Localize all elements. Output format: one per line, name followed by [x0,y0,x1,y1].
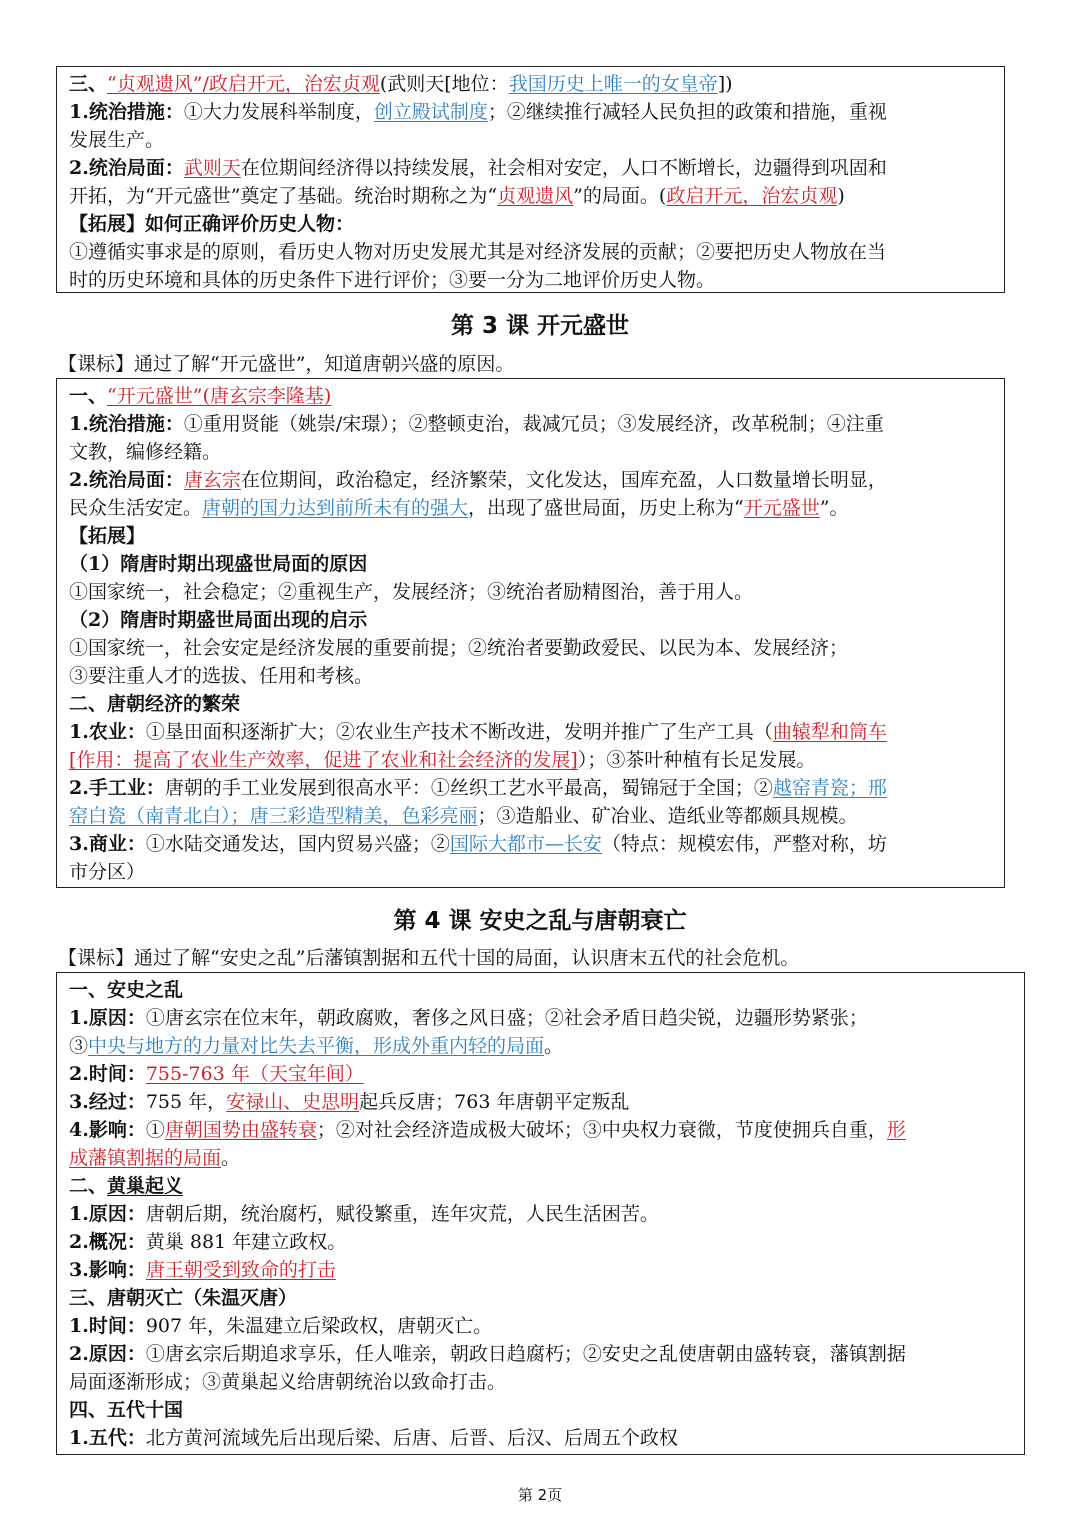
text-line [69,494,992,522]
highlight: 政启开元，治宏贞观 [666,185,838,207]
text: ；②继续推行减轻人民负担的政策和措施，重视 [487,101,887,123]
text-line [69,182,992,210]
text: ”的局面。( [573,185,667,207]
text-line [69,1116,1012,1144]
text: 起兵反唐；763 年唐朝平定叛乱 [359,1091,630,1113]
heading-keyword: “开元盛世”(唐玄宗李隆基) [107,385,332,407]
text-line [69,830,992,858]
highlight: 武则天 [183,157,241,179]
text: ①唐玄宗在位末年，朝政腐败，奢侈之风日盛；②社会矛盾日趋尖锐，边疆形势紧张； [145,1007,868,1029]
text-line [69,1424,1012,1452]
text: 907 年，朱温建立后梁政权，唐朝灭亡。 [145,1315,493,1337]
text-line: 市分区） [69,861,146,883]
heading-keyword: 黄巢起义 [107,1175,184,1197]
text: 在位期间，政治稳定，经济繁荣，文化发达，国库充盈，人口数量增长明显， [240,469,887,491]
section-box-kaiyuan [56,378,1005,888]
subheading: （1）隋唐时期出现盛世局面的原因 [69,553,368,575]
text-line [69,1004,1012,1032]
text-line [69,1256,1012,1284]
text-line [69,718,992,746]
text: ①唐玄宗后期追求享乐，任人唯亲，朝政日趋腐朽；②安史之乱使唐朝由盛转衰，藩镇割据 [145,1343,906,1365]
text: ③ [69,1035,89,1057]
text: ①重用贤能（姚崇/宋璟）；②整顿吏治，裁减冗员；③发展经济，改革税制；④注重 [183,413,884,435]
text-line: 局面逐渐形成；③黄巢起义给唐朝统治以致命打击。 [69,1371,507,1393]
heading-keyword: “贞观遗风”/政启开元，治宏贞观 [107,73,380,95]
text: ①大力发展科举制度， [183,101,374,123]
text: ”。 [819,497,849,519]
text-line [69,802,992,830]
text-line: 文教，编修经籍。 [69,441,222,463]
highlight: 755-763 年（天宝年间） [145,1063,364,1085]
extension-heading: 【拓展】如何正确评价历史人物： [69,213,355,235]
highlight: 唐朝国势由盛转衰 [164,1119,317,1141]
text: 。 [221,1147,241,1169]
heading-status: 我国历史上唯一的女皇帝 [508,73,718,95]
highlight: 创立殿试制度 [373,101,488,123]
text: 在位期间经济得以持续发展，社会相对安定，人口不断增长，边疆得到巩固和 [240,157,887,179]
highlight: 形 [886,1119,906,1141]
text: 唐朝后期，统治腐朽，赋役繁重，连年灾荒，人民生活困苦。 [145,1203,659,1225]
label: 3.影响： [69,1259,146,1281]
highlight: 开元盛世 [743,497,820,519]
highlight: 唐朝的国力达到前所未有的强大 [202,497,469,519]
text-line: 时的历史环境和具体的历史条件下进行评价；③要一分为二地评价历史人物。 [69,269,716,291]
text: ，出现了盛世局面，历史上称为“ [468,497,744,519]
text: 755 年， [145,1091,227,1113]
highlight: 唐王朝受到致命的打击 [145,1259,336,1281]
text: 北方黄河流域先后出现后梁、后唐、后晋、后汉、后周五个政权 [145,1427,678,1449]
heading-close: ]) [717,73,733,95]
text: （特点：规模宏伟，严整对称，坊 [601,833,887,855]
text: 黄巢 881 年建立政权。 [145,1231,347,1253]
text-line [69,1144,1012,1172]
extension-heading: 【拓展】 [69,525,146,547]
section-heading: 四、五代十国 [69,1399,184,1421]
highlight: 中央与地方的力量对比失去平衡，形成外重内轻的局面 [88,1035,545,1057]
label: 3.商业： [69,833,146,855]
label: 1.统治措施： [69,413,184,435]
text: ) [837,185,845,207]
text: 唐朝的手工业发展到很高水平：①丝织工艺水平最高，蜀锦冠于全国；② [164,777,773,799]
highlight: 贞观遗风 [497,185,574,207]
text-line [69,98,992,126]
text-line [69,1340,1012,1368]
text: ①水陆交通发达，国内贸易兴盛；② [145,833,450,855]
label: 1.时间： [69,1315,146,1337]
text: 民众生活安定。 [69,497,203,519]
text-line [69,746,992,774]
label: 1.五代： [69,1427,146,1449]
label: 2.统治局面： [69,469,184,491]
text-line: ①国家统一，社会安定是经济发展的重要前提；②统治者要勤政爱民、以民为本、发展经济； [69,637,849,659]
highlight: 越窑青瓷；邢 [772,777,887,799]
text: ；③造船业、矿冶业、造纸业等都颇具规模。 [477,805,858,827]
text: ①垦田面积逐渐扩大；②农业生产技术不断改进，发明并推广了生产工具（ [145,721,773,743]
text-line: ①遵循实事求是的原则，看历史人物对历史发展尤其是对经济发展的贡献；②要把历史人物放在当 [69,241,887,263]
text-line [69,466,992,494]
text-line [69,1060,1012,1088]
highlight: 国际大都市—长安 [449,833,602,855]
label: 2.概况： [69,1231,146,1253]
heading-number: 一、 [69,385,108,407]
heading-number: 三、 [69,73,108,95]
highlight: 安禄山、史思明 [226,1091,360,1113]
text-line: ①国家统一，社会稳定；②重视生产，发展经济；③统治者励精图治，善于用人。 [69,581,754,603]
section-box-anshi [56,972,1025,1455]
section-box-wuzetian [56,66,1005,293]
text: ① [145,1119,165,1141]
label: 3.经过： [69,1091,146,1113]
highlight: 成藩镇割据的局面 [69,1147,222,1169]
section-heading: 一、安史之乱 [69,979,184,1001]
text-line [69,1032,1012,1060]
label: 2.时间： [69,1063,146,1085]
section-heading: 三、唐朝灭亡（朱温灭唐） [69,1287,298,1309]
text-line: 发展生产。 [69,129,165,151]
heading-line [69,70,992,98]
text: 。 [544,1035,564,1057]
lesson-title: 第 4 课 安史之乱与唐朝衰亡 [393,908,687,934]
text-line [69,774,992,802]
section-heading [69,1172,1012,1200]
text: 开拓，为“开元盛世”奠定了基础。统治时期称之为“ [69,185,498,207]
label: 1.原因： [69,1007,146,1029]
section-heading: 二、唐朝经济的繁荣 [69,693,241,715]
text-line [69,1312,1012,1340]
label: 2.统治局面： [69,157,184,179]
heading-note: (武则天[地位： [379,73,509,95]
highlight: 唐玄宗 [183,469,241,491]
text-line [69,154,992,182]
label: 1.统治措施： [69,101,184,123]
label: 1.原因： [69,1203,146,1225]
subheading: （2）隋唐时期盛世局面出现的启示 [69,609,368,631]
text-line [69,1200,1012,1228]
highlight: 窑白瓷（南青北白）；唐三彩造型精美，色彩亮丽 [69,805,478,827]
label: 1.农业： [69,721,146,743]
label: 2.手工业： [69,777,165,799]
highlight: 曲辕犁和筒车 [772,721,887,743]
text: ；②对社会经济造成极大破坏；③中央权力衰微，节度使拥兵自重， [316,1119,887,1141]
text-line [69,1228,1012,1256]
curriculum-standard: 【课标】通过了解“安史之乱”后藩镇割据和五代十国的局面，认识唐末五代的社会危机。 [58,947,800,969]
label: 4.影响： [69,1119,146,1141]
text-line [69,410,992,438]
curriculum-standard: 【课标】通过了解“开元盛世”，知道唐朝兴盛的原因。 [58,353,515,375]
lesson-title: 第 3 课 开元盛世 [450,313,630,339]
label: 2.原因： [69,1343,146,1365]
highlight: [作用：提高了农业生产效率，促进了农业和社会经济的发展] [69,749,578,771]
page-number: 第 2页 [517,1486,563,1504]
text: ）；③茶叶种植有长足发展。 [577,749,816,771]
heading-number: 二、 [69,1175,108,1197]
text-line: ③要注重人才的选拔、任用和考核。 [69,665,374,687]
text-line [69,1088,1012,1116]
heading-line [69,382,992,410]
